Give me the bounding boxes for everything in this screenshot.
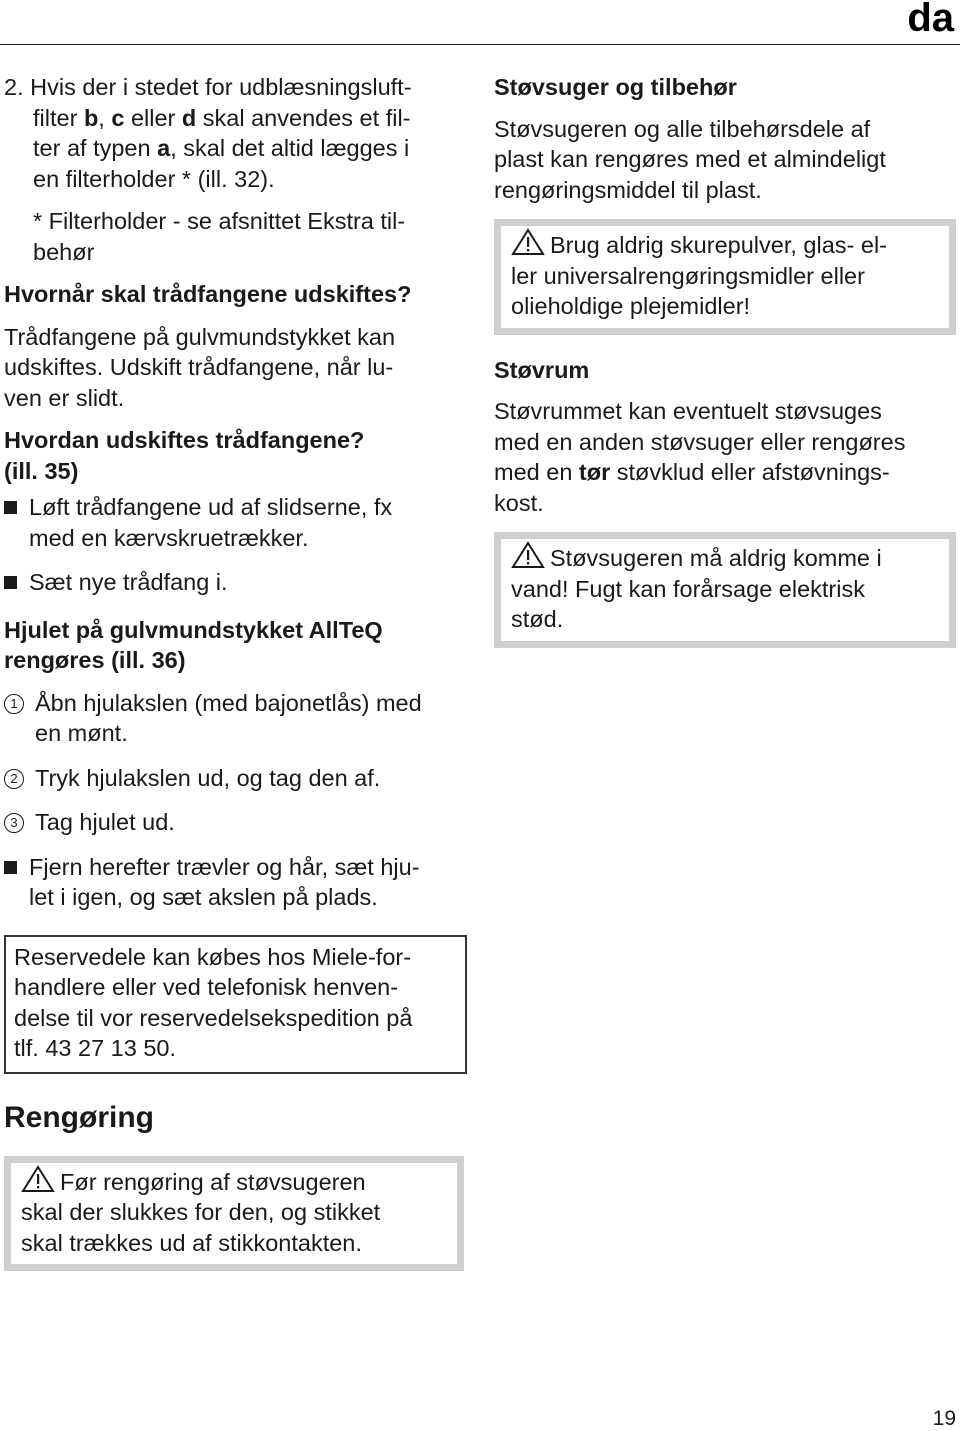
step-number-2: 2 — [4, 769, 24, 789]
text: skal anvendes et fil- — [196, 104, 411, 131]
bullet-item-2 — [4, 567, 464, 598]
page-number: 19 — [932, 1407, 956, 1430]
bullet-text: Sæt nye trådfang i. — [29, 569, 228, 595]
step-number-3: 3 — [4, 813, 24, 833]
text: filter — [33, 104, 84, 131]
water-warning-box — [494, 532, 956, 648]
spare-parts-text: Reservedele kan købes hos Miele-for- — [14, 943, 412, 970]
filter-a: a — [157, 135, 171, 161]
text: eller — [124, 104, 182, 131]
right-column — [494, 72, 956, 648]
text: , skal det altid lægges i — [170, 135, 410, 161]
warning-text: skal trækkes ud af stikkontakten. — [21, 1229, 362, 1256]
heading-wheel: Hjulet på gulvmundstykket AllTeQ — [4, 616, 383, 643]
language-code: da — [907, 0, 954, 40]
heading-cleaning: Rengøring — [4, 1100, 154, 1134]
step-text: Åbn hjulakslen (med bajonetlås) med — [35, 689, 422, 716]
spare-parts-text: handlere eller ved telefonisk henven- — [14, 974, 399, 1000]
step-text: Tag hjulet ud. — [35, 809, 175, 835]
dust-text: kost. — [494, 489, 544, 516]
warning-triangle-icon — [511, 228, 545, 256]
heading-accessories: Støvsuger og tilbehør — [494, 74, 737, 100]
filter-c: c — [111, 104, 125, 131]
bullet-text: Fjern herefter trævler og hår, sæt hju- — [29, 853, 420, 880]
spare-parts-text: tlf. 43 27 13 50. — [14, 1035, 177, 1061]
heading-wheel-2: rengøres (ill. 36) — [4, 647, 186, 673]
square-bullet-icon — [4, 501, 17, 514]
dust-text — [494, 457, 956, 488]
spare-parts-text: delse til vor reservedelsekspedition på — [14, 1004, 413, 1031]
heading-when: Hvornår skal trådfangene udskiftes? — [4, 281, 412, 307]
warning-line — [511, 541, 939, 574]
step-2-line-3 — [4, 133, 464, 164]
warning-line — [21, 1165, 447, 1198]
cleaning-warning-box — [4, 1156, 464, 1272]
dust-text: med en anden støvsuger eller rengøres — [494, 428, 906, 455]
spare-parts-box — [4, 935, 467, 1074]
accessories-warning-box — [494, 219, 956, 335]
bullet-text: Løft trådfangene ud af slidserne, fx — [29, 494, 393, 520]
accessories-text: Støvsugeren og alle tilbehørsdele af — [494, 115, 871, 142]
step-2-line-2 — [4, 103, 464, 134]
warning-triangle-icon — [511, 541, 545, 569]
numbered-step-2 — [4, 763, 464, 794]
step-text: Tryk hjulakslen ud, og tag den af. — [35, 764, 381, 791]
text: ter af typen — [33, 135, 158, 161]
when-text-3: ven er slidt. — [4, 384, 125, 411]
when-text-2: udskiftes. Udskift trådfangene, når lu- — [4, 354, 394, 380]
accessories-text: plast kan rengøres med et almindeligt — [494, 146, 886, 172]
warning-line — [511, 228, 939, 261]
warning-text: Brug aldrig skurepulver, glas- el- — [550, 232, 887, 258]
heading-dust-compartment: Støvrum — [494, 356, 590, 383]
numbered-step-3 — [4, 807, 464, 838]
warning-text: olieholdige plejemidler! — [511, 293, 751, 319]
warning-text: Støvsugeren må aldrig komme i — [550, 545, 882, 571]
bullet-text: med en kærvskruetrækker. — [29, 524, 309, 551]
warning-triangle-icon — [21, 1165, 55, 1193]
dust-text: Støvrummet kan eventuelt støvsuges — [494, 398, 882, 424]
bullet-item-1 — [4, 492, 464, 553]
text: med en — [494, 459, 579, 485]
step-text: en mønt. — [35, 720, 128, 746]
square-bullet-icon — [4, 576, 17, 589]
heading-how: Hvordan udskiftes trådfangene? — [4, 427, 365, 453]
header-rule — [0, 44, 960, 45]
warning-text: stød. — [511, 606, 564, 632]
bullet-item-3 — [4, 852, 464, 913]
filter-b: b — [83, 104, 99, 131]
filterholder-note-2: behør — [33, 238, 95, 265]
left-column — [4, 72, 464, 1271]
warning-text: Før rengøring af støvsugeren — [60, 1168, 366, 1195]
when-text: Trådfangene på gulvmundstykket kan — [4, 323, 396, 350]
warning-text: skal der slukkes for den, og stikket — [21, 1199, 381, 1225]
warning-text: vand! Fugt kan forårsage elektrisk — [511, 575, 865, 602]
emphasis-dry: tør — [578, 459, 611, 485]
text: , — [98, 104, 112, 131]
warning-text: ler universalrengøringsmidler eller — [511, 262, 865, 289]
heading-how-ill: (ill. 35) — [4, 457, 79, 484]
filter-d: d — [181, 104, 197, 131]
filterholder-note: * Filterholder - se afsnittet Ekstra til- — [33, 208, 406, 234]
step-2-line-4: en filterholder * (ill. 32). — [33, 165, 275, 192]
accessories-text: rengøringsmiddel til plast. — [494, 176, 762, 203]
numbered-step-1 — [4, 688, 464, 749]
step-number-1: 1 — [4, 694, 24, 714]
step-2-line-1: 2. Hvis der i stedet for udblæsningsluft- — [4, 74, 412, 100]
square-bullet-icon — [4, 861, 17, 874]
text: støvklud eller afstøvnings- — [610, 459, 890, 485]
bullet-text: let i igen, og sæt akslen på plads. — [29, 884, 378, 910]
